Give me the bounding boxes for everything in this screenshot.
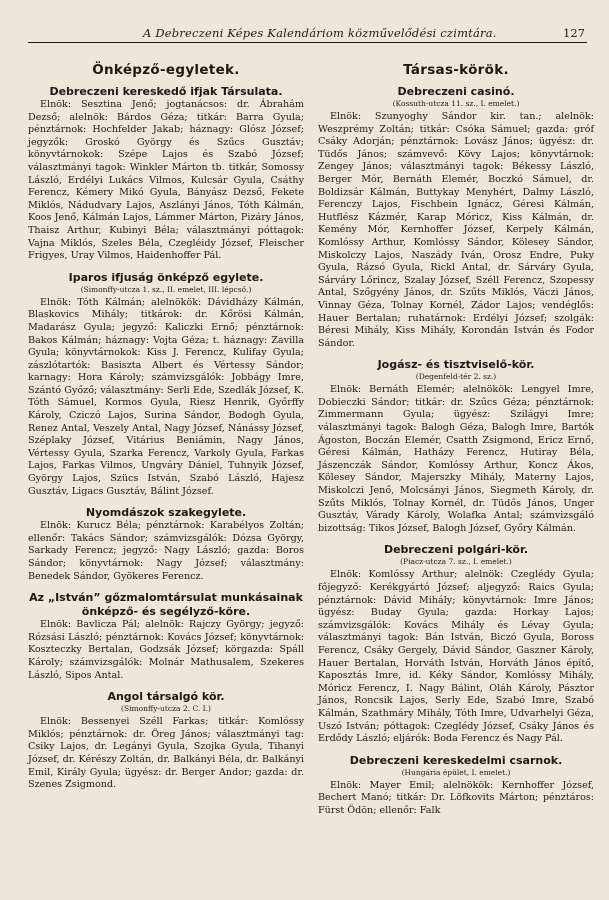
club-entry	[28, 506, 304, 583]
club-entry	[28, 591, 304, 682]
right-column	[318, 56, 594, 826]
club-address: (Piacz-utcza 7. sz., I. emelet.)	[400, 557, 512, 567]
club-entry	[28, 690, 304, 792]
club-entry	[318, 754, 594, 818]
club-entry	[318, 358, 594, 535]
club-name: Debreczeni polgári-kör.	[383, 543, 529, 557]
club-entry	[28, 271, 304, 499]
club-name: Angol társalgó kör.	[107, 690, 225, 704]
club-name: Debreczeni casinó.	[397, 85, 515, 98]
section-title-tarsas-korok: Társas-körök.	[403, 62, 509, 78]
club-address: (Degenfeld-tér 2. sz.)	[415, 372, 497, 382]
running-title: A Debreczeni Képes Kalendáriom közművelődési czimtára.	[143, 26, 497, 40]
club-name: Iparos ifjuság önképző egylete.	[68, 270, 264, 284]
club-address: (Simonffy-utcza 1. sz., II. emelet, III. lépcső.)	[80, 284, 252, 294]
club-officers: Elnök: Sesztina Jenő; jogtanácsos: dr. Ábrahám Dezső; alelnök: Bárdos Géza; titkár: Barra Gyula; pénztárnok: Hochfelder Jakab; háznagy: Glósz József; jegyzők: Groskó György és Szűcs Gusztáv; könyvtárnokok: Szépe Lajos és Szabó József; választmányi tagok: Winkler Márton tb. titkár, Somossy László, Erdélyi Lukács Vilmos, Kulcsár Gyula, Csáthy Ferencz, Kémery Mikó Gyula, Bányász Dezső, Fekete Miklós, Nádudvary Lajos, Aszlányi János, Tóth Kálmán, Koos Jenő, Kálmán Lajos, Lámmer Márton, Pizáry János, Thaisz Arthur, Kubinyi Béla; választmányi póttagok: Vajna Miklós, Szeles Béla, Czegléidy József, Fleischer Frigyes, Uray Vilmos, Haidenhoffer Pál.	[28, 99, 304, 262]
left-column	[28, 56, 304, 800]
club-officers: Elnök: Bernáth Elemér; alelnökök: Lengyel Imre, Dobieczki Sándor; titkár: dr. Szűcs Géza; pénztárnok: Zimmermann Gyula; ügyész: Szilágyi Imre; választmányi tagok: Balogh Géza, Balogh Imre, Bartók Ágoston, Boczán Elemér, Csatth Zsigmond, Ericz Ernő, Géresi Kálmán, Hatházy Ferencz, Hutiray Béla, Jászenczák Sándor, Komlóssy Arthur, Koncz Ákos, Kölesey Sándor, Majerszky Mihály, Materny Lajos, Miskolczi Jenő, Molcsányi János, Siegmeth Károly, dr. Szűts Miklós, Tolnay Kornél, dr. Tüdős János, Unger Gusztáv, Várady Károly, Wolafka Antal; számvizsgáló bizottság: Tikos József, Balogh József, Győry Kálmán.	[318, 384, 594, 534]
club-officers: Elnök: Mayer Emil; alelnökök: Kernhoffer József, Bechert Manó; titkár: Dr. Löfkovits Márton; pénztáros: Fürst Ödön; ellenőr: Falk	[318, 779, 594, 816]
club-officers: Elnök: Tóth Kálmán; alelnökök: Dávidházy Kálmán, Blaskovics Mihály; titkárok: dr. Kőrösi Kálmán, Madarász Gyula; jegyző: Kaliczki Ernő; pénztárnok: Bakos Kálmán; háznagy: Vojta Géza; t. háznagy: Zavilla Gyula; könyvtárnokok: Kiss J. Ferencz, Kulifay Gyula; zászlótartók: Basiszta Albert és Vértessy Sándor; karnagy: Hora Károly; számvizsgálók: Jobbágy Imre, Szántó Győző; választmány: Serli Ede, Szedlák József, K. Tóth Sámuel, Kormos Gyula, Riesz Henrik, Győrffy Károly, Cziczó Lajos, Surina Sándor, Bodogh Gyula, Renez Antal, Veszely Antal, Nagy József, Nánássy József, Széplaky József, Vitárius Beniámin, Nagy János, Vértessy Gyula, Szarka Ferencz, Varkoly Gyula, Farkas Lajos, Farkas Vilmos, Ungváry Dániel, Tuhnyik József, György Lajos, Szücs István, Szabó László, Hajesz Gusztáv, Ligacs Gusztáv, Bálint József.	[28, 296, 304, 497]
club-entry	[318, 85, 594, 350]
club-entry	[318, 543, 594, 745]
club-name: Jogász- és tisztviselő-kör.	[377, 358, 535, 372]
club-name: Debreczeni kereskedelmi csarnok.	[349, 753, 563, 767]
club-name: Debreczeni kereskedő ifjak Társulata.	[49, 85, 283, 98]
club-officers: Elnök: Bessenyei Széll Farkas; titkár: Komlóssy Miklós; pénztárnok: dr. Öreg János; választmányi tag: Csiky Lajos, dr. Legányi Gyula, Szojka Gyula, Tihanyi József, dr. Kérészy Zoltán, dr. Balkányi Béla, dr. Balkányi Emil, Király Gyula; ügyész: dr. Berger Andor; gazda: dr. Szenes Zsigmond.	[28, 716, 304, 791]
club-address: (Kossuth-utcza 11. sz., I. emelet.)	[392, 99, 520, 108]
club-entry	[28, 85, 304, 263]
running-header	[28, 24, 587, 43]
club-officers: Elnök: Kurucz Béla; pénztárnok: Karabélyos Zoltán; ellenőr: Takács Sándor; számvizsgálók: Dózsa György, Sarkady Ferencz; jegyző: Nagy László; gazda: Boros Sándor; könyvtárnok: Nagy József; választmány: Benedek Sándor, Gyökeres Ferencz.	[28, 520, 304, 582]
club-name: Az „István” gőzmalomtársulat munkásainak önképző- és segélyző-köre.	[29, 591, 303, 619]
club-name: Nyomdászok szakegylete.	[85, 506, 247, 520]
section-title-onkepzo: Önképző-egyletek.	[92, 62, 240, 78]
club-officers: Elnök: Bavlicza Pál; alelnök: Rajczy György; jegyző: Rózsási László; pénztárnok: Kovács József; könyvtárnok: Koszteczky Bertalan, Godzsák József; körgazda: Spáll Károly; számvizsgálók: Molnár Mathusalem, Szekeres László, Sipos Antal.	[28, 619, 304, 681]
club-officers: Elnök: Szunyoghy Sándor kir. tan.; alelnök: Weszprémy Zoltán; titkár: Csóka Sámuel; gazda: gróf Csáky Adorján; pénztárnok: Lovász János; ügyész: dr. Tüdős János; számvevő: Kövy Lajos; könyvtárnok: Zengey János; választmányi tagok: Békessy László, Berger Mór, Bernáth Elemér, Boczkó Sámuel, dr. Boldizsár Kálmán, Buttykay Menyhért, Dalmy László, Ferenczy Lajos, Fischbein Ignácz, Géresi Kálmán, Hutflész Kázmér, Karap Móricz, Kiss Kálmán, dr. Kemény Mór, Kernhoffer József, Kerpely Kálmán, Komlóssy Arthur, Komlóssy Sándor, Kölesey Sándor, Miskolczy Lajos, Naszády Iván, Orosz Endre, Puky Gyula, Rázsó Gyula, Rickl Antal, dr. Sárváry Gyula, Sárváry Lőrincz, Szalay József, Széll Ferencz, Szopessy Antal, Szőgyény János, dr. Szűts Miklós, Váczi János, Vinnay Géza, Tolnay Kornél, Zádor Lajos; vendéglős: Hauer Bertalan; ruhatárnok: Erdélyi József; szolgák: Béresi Mihály, Kiss Mihály, Korondán István és Fodor Sándor.	[318, 111, 594, 349]
page-number: 127	[563, 26, 585, 40]
club-address: (Simonffy-utcza 2. C. I.)	[121, 704, 211, 714]
club-officers: Elnök: Komlóssy Arthur; alelnök: Czeglédy Gyula; főjegyző: Kerékgyártó József; aljegyző: Raics Gyula; pénztárnok: Dávid Mihály; könyvtárnok: Imre János; ügyész: Buday Gyula; gazda: Horkay Lajos; számvizsgálók: Kovács Mihály és Lévay Gyula; választmányi tagok: Bán István, Biczó Gyula, Boross Ferencz, Csáky Gergely, Dávid Sándor, Gaszner Károly, Hauer Bertalan, Horváth István, Horváth János építő, Kaposztás Imre, id. Kéky Sándor, Komlóssy Mihály, Móricz Ferencz, I. Nagy Bálint, Oláh Károly, Pásztor János, Roncsik Lajos, Serly Ede, Szabó Imre, Szabó Kálmán, Szathmáry Mihály, Tóth Imre, Udvarhelyi Géza, Uszó István; póttagok: Czeglédy József, Csáky János és Erdődy László; eljárók: Boda Ferencz és Nagy Pál.	[318, 569, 594, 745]
club-address: (Hungária épület, I. emelet.)	[401, 767, 511, 777]
